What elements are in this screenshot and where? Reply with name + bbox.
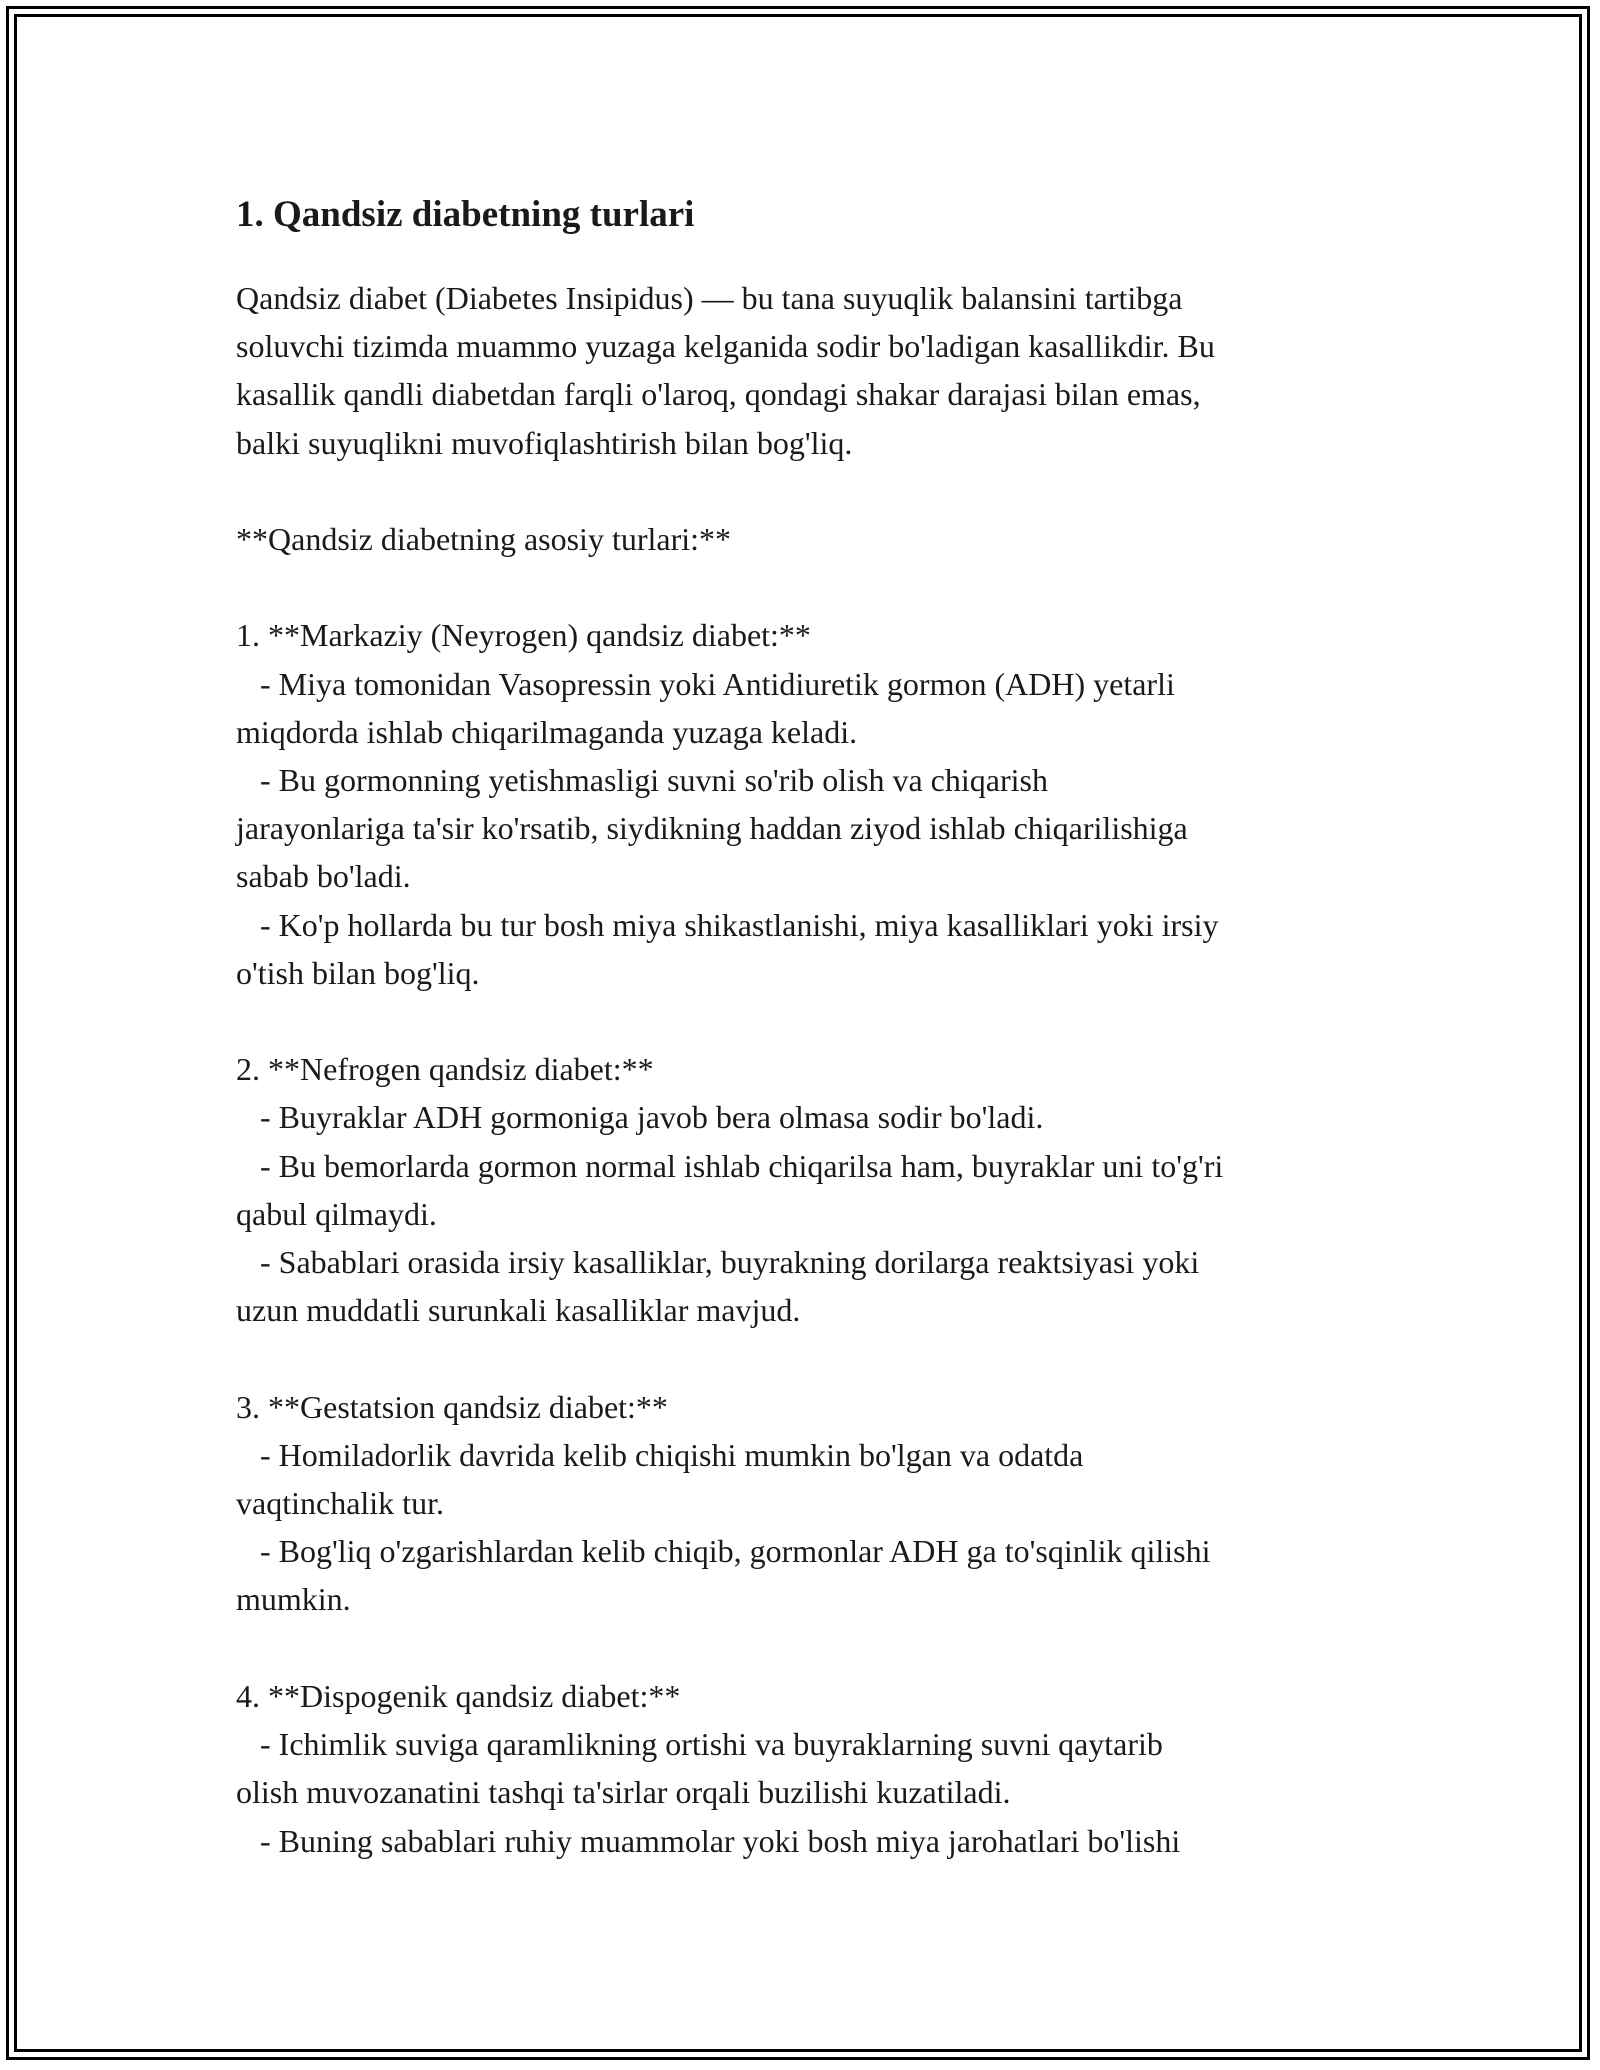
document-page — [236, 184, 1386, 1865]
section-heading: 1. Qandsiz diabetning turlari — [236, 194, 695, 235]
section-body-text: Qandsiz diabet (Diabetes Insipidus) — bu tana suyuqlik balansini tartibga soluvchi tizimda muammo yuzaga kelganida sodir bo'ladigan kasallikdir. Bu kasallik qandli diabetdan farqli o'laroq, qondagi shakar darajasi bilan emas, balki suyuqlikni muvofiqlashtirish bilan bog'liq. **Qandsiz diabetning asosiy turlari:** 1. **Markaziy (Neyrogen) qandsiz diabet:** - Miya tomonidan Vasopressin yoki Antidiuretik gormon (ADH) yetarli miqdorda ishlab chiqarilmaganda yuzaga keladi. - Bu gormonning yetishmasligi suvni so'rib olish va chiqarish jarayonlariga ta'sir ko'rsatib, siydikning haddan ziyod ishlab chiqarilishiga sabab bo'ladi. - Ko'p hollarda bu tur bosh miya shikastlanishi, miya kasalliklari yoki irsiy o'tish bilan bog'liq. 2. **Nefrogen qandsiz diabet:** - Buyraklar ADH gormoniga javob bera olmasa sodir bo'ladi. - Bu bemorlarda gormon normal ishlab chiqarilsa ham, buyraklar uni to'g'ri qabul qilmaydi. - Sabablari orasida irsiy kasalliklar, buyrakning dorilarga reaktsiyasi yoki uzun muddatli surunkali kasalliklar mavjud. 3. **Gestatsion qandsiz diabet:** - Homiladorlik davrida kelib chiqishi mumkin bo'lgan va odatda vaqtinchalik tur. - Bog'liq o'zgarishlardan kelib chiqib, gormonlar ADH ga to'sqinlik qilishi mumkin. 4. **Dispogenik qandsiz diabet:** - Ichimlik suviga qaramlikning ortishi va buyraklarning suvni qaytarib olish muvozanatini tashqi ta'sirlar orqali buzilishi kuzatiladi. - Buning sabablari ruhiy muammolar yoki bosh miya jarohatlari bo'lishi — [236, 280, 1224, 1859]
